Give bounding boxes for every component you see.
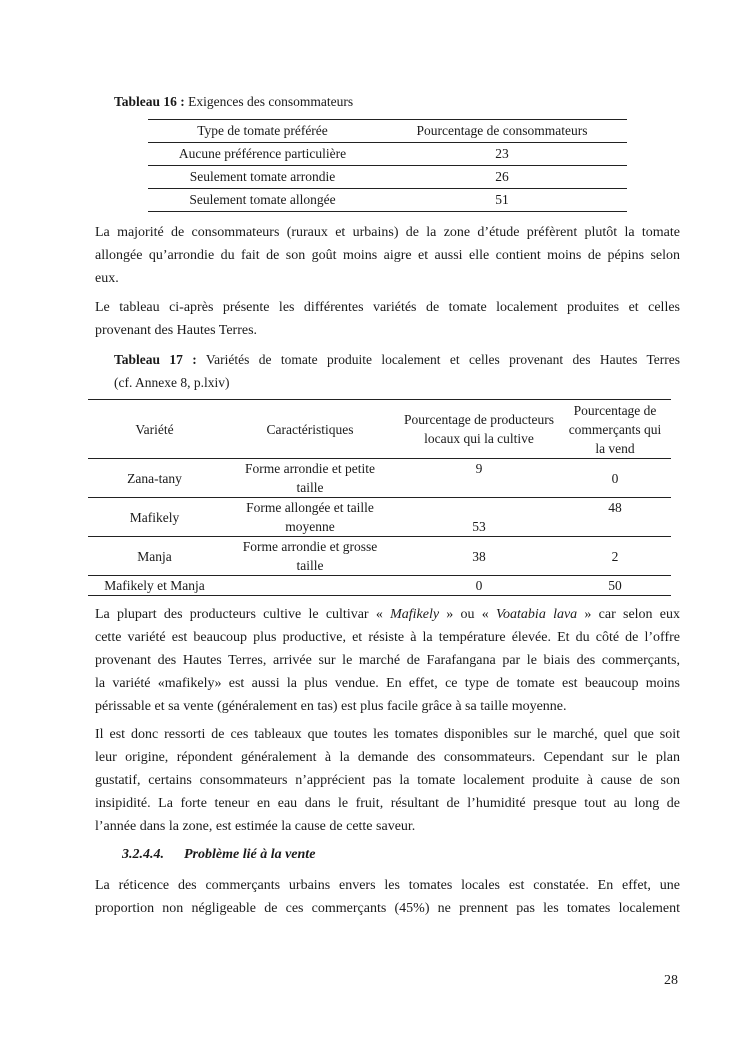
text-line: la variété «mafikely» est aussi la plus vendue. En effet, ce type de tomate est beaucoup moins bbox=[95, 676, 680, 691]
cultivar-name: Mafikely bbox=[390, 607, 440, 622]
table17-cell bbox=[221, 576, 399, 596]
text-run: » ou « bbox=[439, 607, 497, 622]
table16-cell: Seulement tomate allongée bbox=[148, 189, 377, 212]
table17-cell: 48 bbox=[559, 498, 671, 537]
table17-cell: Forme allongée et taille moyenne bbox=[221, 498, 399, 537]
table-row bbox=[148, 189, 627, 212]
table16-caption bbox=[114, 94, 353, 110]
table17-cell: 0 bbox=[559, 459, 671, 498]
table-row bbox=[148, 166, 627, 189]
table17 bbox=[88, 399, 671, 596]
section-title: Problème lié à la vente bbox=[184, 847, 316, 862]
table17-header: Variété bbox=[88, 400, 221, 459]
table17-cell: 9 bbox=[399, 459, 559, 498]
table17-caption-line bbox=[114, 348, 680, 371]
table17-cell: Forme arrondie et petite taille bbox=[221, 459, 399, 498]
text-line: Le tableau ci-après présente les différentes variétés de tomate localement produites et celles bbox=[95, 300, 680, 315]
table16 bbox=[148, 119, 627, 212]
text-line: proportion non négligeable de ces commerçants (45%) ne prennent pas les tomates localement bbox=[95, 901, 680, 916]
text-line bbox=[95, 603, 680, 626]
table16-caption-text: Exigences des consommateurs bbox=[184, 94, 354, 109]
paragraph-2 bbox=[95, 296, 680, 342]
paragraph-1 bbox=[95, 221, 680, 290]
table17-header: Caractéristiques bbox=[221, 400, 399, 459]
text-line: allongée qu’arrondie du fait de son goût moins aigre et aussi elle contient moins de pépins selon bbox=[95, 248, 680, 263]
table17-header: Pourcentage de producteurs locaux qui la cultive bbox=[399, 400, 559, 459]
paragraph-3 bbox=[95, 603, 680, 718]
table16-header-row bbox=[148, 120, 627, 143]
table17-cell: Forme arrondie et grosse taille bbox=[221, 537, 399, 576]
text-line: eux. bbox=[95, 271, 119, 286]
table-row bbox=[88, 459, 671, 498]
table16-cell: 51 bbox=[377, 189, 627, 212]
table-row bbox=[148, 143, 627, 166]
text-line: La réticence des commerçants urbains envers les tomates locales est constatée. En effet, une bbox=[95, 878, 680, 893]
table17-header: Pourcentage de commerçants qui la vend bbox=[559, 400, 671, 459]
cultivar-name: Voatabia lava bbox=[496, 607, 578, 622]
table-row bbox=[88, 537, 671, 576]
page-number: 28 bbox=[664, 973, 678, 988]
table17-cell: 50 bbox=[559, 576, 671, 596]
table16-header: Type de tomate préférée bbox=[148, 120, 377, 143]
table17-header-row bbox=[88, 400, 671, 459]
table16-cell: 23 bbox=[377, 143, 627, 166]
paragraph-5 bbox=[95, 874, 680, 920]
table17-caption-text: Variétés de tomate produite localement et celles provenant des Hautes Terres bbox=[196, 352, 680, 367]
text-line: leur origine, répondent généralement à la demande des consommateurs. Cependant sur le plan bbox=[95, 750, 680, 765]
table17-cell: Manja bbox=[88, 537, 221, 576]
table17-cell: Mafikely bbox=[88, 498, 221, 537]
text-line: La majorité de consommateurs (ruraux et urbains) de la zone d’étude préfèrent plutôt la tomate bbox=[95, 225, 680, 240]
paragraph-4 bbox=[95, 723, 680, 838]
table17-cell: 2 bbox=[559, 537, 671, 576]
table16-caption-label: Tableau 16 : bbox=[114, 94, 185, 109]
text-line: provenant des Hautes Terres, arrivée sur le marché de Farafangana par le biais des commerçants, bbox=[95, 653, 680, 668]
text-run: » car selon eux bbox=[577, 607, 681, 622]
table17-cell: 38 bbox=[399, 537, 559, 576]
table17-cell: 0 bbox=[399, 576, 559, 596]
table16-cell: Seulement tomate arrondie bbox=[148, 166, 377, 189]
table16-cell: 26 bbox=[377, 166, 627, 189]
text-line: Il est donc ressorti de ces tableaux que toutes les tomates disponibles sur le marché, quel que soit bbox=[95, 727, 680, 742]
table-row bbox=[88, 498, 671, 537]
table17-caption bbox=[114, 348, 680, 394]
text-run: La plupart des producteurs cultive le cultivar « bbox=[95, 607, 391, 622]
table17-cell: Zana-tany bbox=[88, 459, 221, 498]
table17-cell: Mafikely et Manja bbox=[88, 576, 221, 596]
text-line: périssable et sa vente (généralement en tas) est plus facile grâce à sa taille moyenne. bbox=[95, 699, 567, 714]
text-line: provenant des Hautes Terres. bbox=[95, 323, 258, 338]
section-number: 3.2.4.4. bbox=[122, 847, 164, 862]
text-line: gustatif, certains consommateurs n’apprécient pas la tomate localement produite à cause de son bbox=[95, 773, 680, 788]
text-line: insipidité. La forte teneur en eau dans le fruit, résultant de l’humidité presque tout au long de bbox=[95, 796, 680, 811]
table16-header: Pourcentage de consommateurs bbox=[377, 120, 627, 143]
table17-caption-line: (cf. Annexe 8, p.lxiv) bbox=[114, 375, 230, 390]
table17-caption-label: Tableau 17 : bbox=[114, 352, 197, 367]
table17-cell: 53 bbox=[399, 498, 559, 537]
text-line: cette variété est beaucoup plus productive, et résiste à la température élevée. Et du côté de l’offre bbox=[95, 630, 680, 645]
text-line: l’année dans la zone, est estimée la cause de cette saveur. bbox=[95, 819, 416, 834]
section-heading bbox=[122, 847, 315, 863]
table-row bbox=[88, 576, 671, 596]
table16-cell: Aucune préférence particulière bbox=[148, 143, 377, 166]
